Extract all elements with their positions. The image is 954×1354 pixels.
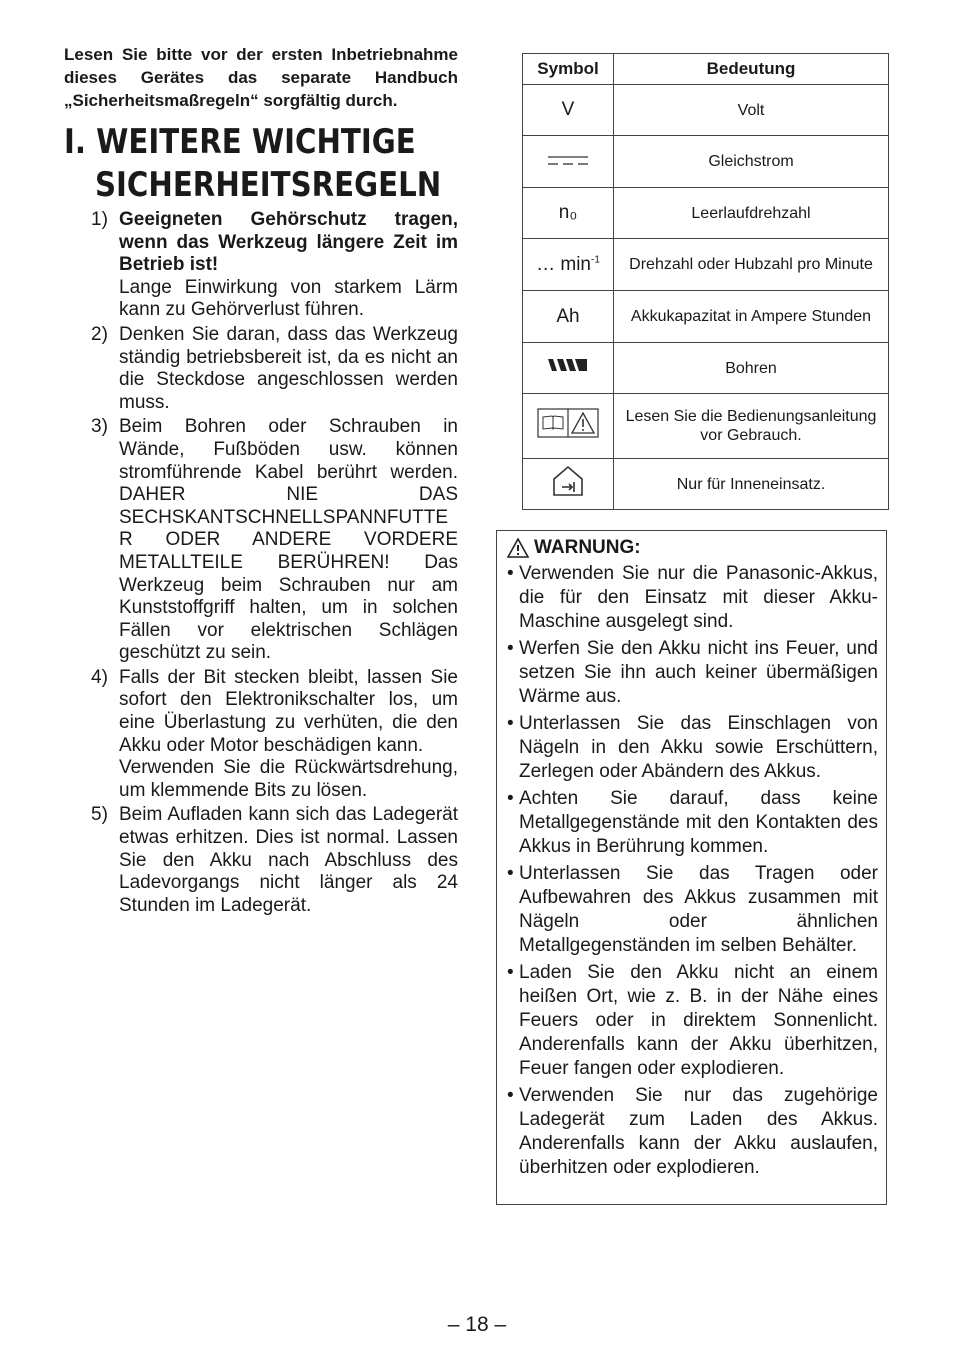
symbol-cell bbox=[523, 239, 614, 291]
safety-rules-list bbox=[64, 209, 458, 917]
bullet: • bbox=[507, 788, 514, 809]
meaning-cell: Drehzahl oder Hubzahl pro Minute bbox=[614, 239, 889, 291]
rule-text: Falls der Bit stecken bleibt, lassen Sie sofort den Elektronikschalter los, um eine Überlastung zu verhüten, die den Akku oder Motor beschädigen kann. bbox=[119, 666, 458, 756]
header-symbol: Symbol bbox=[523, 54, 614, 85]
indoor-use-icon bbox=[550, 465, 586, 497]
table-header-row bbox=[523, 54, 889, 85]
drill-icon bbox=[548, 357, 588, 373]
meaning-cell: Bohren bbox=[614, 343, 889, 394]
rule-number: 4) bbox=[91, 666, 108, 688]
warning-item-text: Verwenden Sie nur die Panasonic-Akkus, die für den Einsatz mit dieser Akku-Maschine ausgelegt sind. bbox=[519, 563, 878, 632]
rule-number: 2) bbox=[91, 323, 108, 345]
warning-item bbox=[505, 1084, 878, 1180]
rule-text-2: Verwenden Sie die Rückwärtsdrehung, um klemmende Bits zu lösen. bbox=[119, 757, 458, 801]
warning-item bbox=[505, 562, 878, 634]
rule-text: Denken Sie daran, dass das Werkzeug ständig betriebsbereit ist, da es nicht an die Steckdose angeschlossen werden muss. bbox=[119, 323, 458, 413]
symbol-cell: n₀ bbox=[523, 188, 614, 239]
section-heading bbox=[64, 121, 442, 207]
meaning-cell: Akkukapazitat in Ampere Stunden bbox=[614, 291, 889, 343]
meaning-cell: Lesen Sie die Bedienungsanleitung vor Gebrauch. bbox=[614, 394, 889, 459]
warning-title-text: WARNUNG: bbox=[534, 537, 641, 558]
symbol-superscript: -1 bbox=[591, 254, 600, 266]
heading-line-1: I. WEITERE WICHTIGE bbox=[64, 122, 416, 162]
symbol-cell bbox=[523, 459, 614, 510]
rule-text: Beim Aufladen kann sich das Ladegerät etwas erhitzen. Dies ist normal. Lassen Sie den Akku nach Abschluss des Ladevorgangs nicht länger als 24 Stunden im Ladegerät. bbox=[119, 804, 458, 916]
table-row bbox=[523, 459, 889, 510]
warning-triangle-icon bbox=[507, 538, 529, 558]
warning-item bbox=[505, 637, 878, 709]
table-row bbox=[523, 343, 889, 394]
intro-text: Lesen Sie bitte vor der ersten Inbetriebnahme dieses Gerätes das separate Handbuch „Sicherheitsmaßregeln“ sorgfältig durch. bbox=[64, 45, 458, 110]
bullet: • bbox=[507, 563, 514, 584]
table-row bbox=[523, 85, 889, 136]
table-row bbox=[523, 394, 889, 459]
read-manual-warning-icon bbox=[537, 408, 599, 438]
page-number: – 18 – bbox=[447, 1313, 507, 1336]
bullet: • bbox=[507, 962, 514, 983]
table-row bbox=[523, 188, 889, 239]
rule-number: 3) bbox=[91, 416, 108, 438]
meaning-cell: Leerlaufdrehzahl bbox=[614, 188, 889, 239]
warning-item bbox=[505, 862, 878, 958]
warning-item-text: Werfen Sie den Akku nicht ins Feuer, und setzen Sie ihn auch keiner übermäßigen Wärme aus. bbox=[519, 638, 878, 707]
table-row bbox=[523, 136, 889, 188]
warning-item bbox=[505, 712, 878, 784]
warning-item bbox=[505, 961, 878, 1081]
symbol-cell: Ah bbox=[523, 291, 614, 343]
rule-item bbox=[64, 804, 458, 917]
direct-current-icon bbox=[547, 153, 589, 167]
table-row bbox=[523, 291, 889, 343]
symbol-cell bbox=[523, 136, 614, 188]
rule-number: 5) bbox=[91, 804, 108, 826]
warning-item-text: Unterlassen Sie das Tragen oder Aufbewahren des Akkus zusammen mit Nägeln oder ähnlichen Metallgegenständen im selben Behälter. bbox=[519, 863, 878, 956]
warning-item-text: Laden Sie den Akku nicht an einem heißen Ort, wie z. B. in der Nähe eines Feuers oder in direktem Sonnenlicht. Anderenfalls kann der Akku überhitzen, Feuer fangen oder explodieren. bbox=[519, 962, 878, 1079]
symbol-text: … min bbox=[536, 253, 591, 275]
symbol-table bbox=[522, 53, 889, 510]
header-meaning: Bedeutung bbox=[614, 54, 889, 85]
warning-item-text: Unterlassen Sie das Einschlagen von Nägeln in den Akku sowie Erschüttern, Zerlegen oder Abändern des Akkus. bbox=[519, 713, 878, 782]
bullet: • bbox=[507, 863, 514, 884]
rule-item bbox=[64, 324, 458, 414]
warning-item-text: Verwenden Sie nur das zugehörige Ladegerät zum Laden des Akkus. Anderenfalls kann der Akku auslaufen, überhitzen oder explodieren. bbox=[519, 1085, 878, 1178]
warning-box bbox=[496, 530, 887, 1205]
left-column bbox=[64, 43, 458, 919]
rule-number: 1) bbox=[91, 209, 108, 230]
symbol-cell bbox=[523, 343, 614, 394]
warning-title bbox=[505, 536, 878, 560]
warning-list bbox=[505, 562, 878, 1180]
symbol-cell: V bbox=[523, 85, 614, 136]
symbol-cell bbox=[523, 394, 614, 459]
meaning-cell: Volt bbox=[614, 85, 889, 136]
meaning-cell: Nur für Inneneinsatz. bbox=[614, 459, 889, 510]
table-row bbox=[523, 239, 889, 291]
rule-item bbox=[64, 416, 458, 665]
rule-text: Lange Einwirkung von starkem Lärm kann zu Gehörverlust führen. bbox=[119, 276, 458, 321]
rule-item bbox=[64, 209, 458, 322]
heading-line-2: SICHERHEITSREGELN bbox=[94, 165, 442, 205]
rule-text: Beim Bohren oder Schrauben in Wände, Fußböden usw. können stromführende Kabel berührt werden. DAHER NIE DAS SECHSKANTSCHNELLSPANNFUTTER ODER ANDERE VORDERE METALLTEILE BERÜHREN! Das Werkzeug beim Schrauben nur am Kunststoffgriff halten, um in solchen Fällen vor elektrischen Schlägen geschützt zu sein. bbox=[119, 416, 458, 664]
bullet: • bbox=[507, 1085, 514, 1106]
bullet: • bbox=[507, 638, 514, 659]
rule-bold-text: Geeigneten Gehörschutz tragen, wenn das Werkzeug längere Zeit im Betrieb ist! bbox=[119, 209, 458, 276]
warning-item bbox=[505, 787, 878, 859]
meaning-cell: Gleichstrom bbox=[614, 136, 889, 188]
warning-item-text: Achten Sie darauf, dass keine Metallgegenstände mit den Kontakten des Akkus in Berührung kommen. bbox=[519, 788, 878, 857]
rule-item bbox=[64, 667, 458, 803]
bullet: • bbox=[507, 713, 514, 734]
